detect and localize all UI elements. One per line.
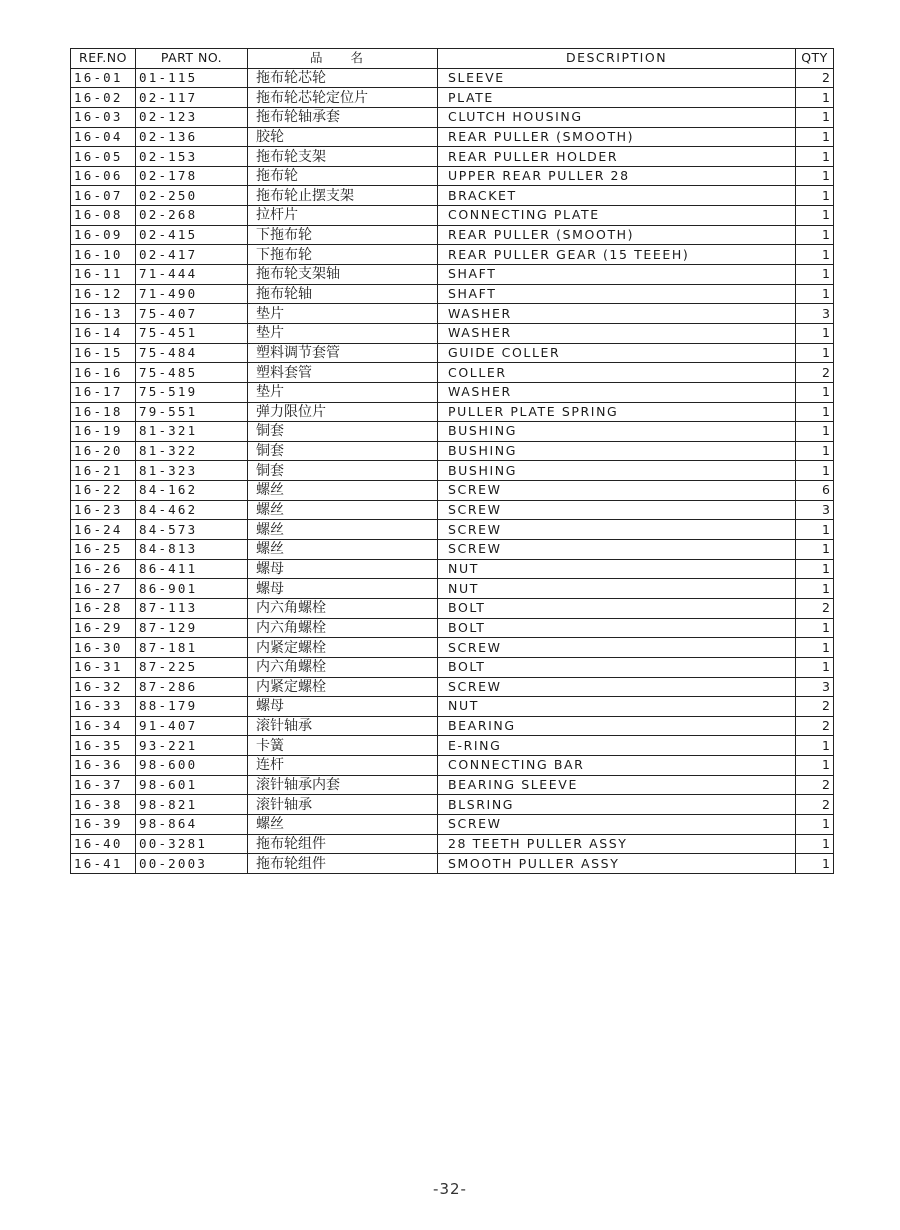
ref-no-cell: 16-19 [71,422,136,442]
ref-no-cell: 16-38 [71,795,136,815]
ref-no-cell: 16-17 [71,382,136,402]
description-cell: 28 TEETH PULLER ASSY [438,834,796,854]
ref-no-cell: 16-40 [71,834,136,854]
table-row [71,382,834,402]
part-no-cell: 86-901 [136,579,248,599]
ref-no-cell: 16-05 [71,147,136,167]
table-row [71,834,834,854]
description-cell: REAR PULLER (SMOOTH) [438,225,796,245]
table-row [71,422,834,442]
table-row [71,441,834,461]
table-row [71,323,834,343]
parts-table-body [71,68,834,873]
ref-no-cell: 16-29 [71,618,136,638]
description-cell: SHAFT [438,284,796,304]
qty-cell: 2 [796,716,834,736]
chinese-name-cell: 塑料套管 [248,363,438,383]
table-row [71,598,834,618]
ref-no-cell: 16-14 [71,323,136,343]
table-row [71,363,834,383]
part-no-cell: 02-123 [136,107,248,127]
description-cell: UPPER REAR PULLER 28 [438,166,796,186]
part-no-cell: 87-286 [136,677,248,697]
part-no-cell: 91-407 [136,716,248,736]
qty-cell: 1 [796,461,834,481]
part-no-cell: 81-322 [136,441,248,461]
ref-no-cell: 16-31 [71,657,136,677]
part-no-cell: 79-551 [136,402,248,422]
chinese-name-cell: 铜套 [248,441,438,461]
part-no-cell: 01-115 [136,68,248,88]
ref-no-cell: 16-26 [71,559,136,579]
chinese-name-cell: 拖布轮轴 [248,284,438,304]
ref-no-cell: 16-20 [71,441,136,461]
chinese-name-cell: 拖布轮支架轴 [248,265,438,285]
table-row [71,68,834,88]
part-no-cell: 93-221 [136,736,248,756]
description-cell: SCREW [438,481,796,501]
ref-no-cell: 16-11 [71,265,136,285]
qty-cell: 1 [796,441,834,461]
qty-cell: 1 [796,402,834,422]
description-cell: BEARING [438,716,796,736]
description-cell: BOLT [438,618,796,638]
table-row [71,756,834,776]
part-no-cell: 84-162 [136,481,248,501]
table-row [71,736,834,756]
description-cell: BOLT [438,598,796,618]
part-no-cell: 75-484 [136,343,248,363]
table-row [71,618,834,638]
description-cell: WASHER [438,323,796,343]
chinese-name-cell: 连杆 [248,756,438,776]
part-no-cell: 71-444 [136,265,248,285]
ref-no-cell: 16-08 [71,206,136,226]
chinese-name-cell: 螺母 [248,559,438,579]
table-row [71,166,834,186]
qty-cell: 1 [796,422,834,442]
description-cell: REAR PULLER HOLDER [438,147,796,167]
ref-no-cell: 16-01 [71,68,136,88]
table-row [71,284,834,304]
qty-cell: 1 [796,225,834,245]
qty-cell: 1 [796,854,834,874]
chinese-name-cell: 内六角螺栓 [248,657,438,677]
header-qty: QTY [796,49,834,69]
part-no-cell: 81-321 [136,422,248,442]
table-row [71,225,834,245]
chinese-name-cell: 拖布轮组件 [248,854,438,874]
qty-cell: 1 [796,265,834,285]
chinese-name-cell: 滚针轴承内套 [248,775,438,795]
qty-cell: 6 [796,481,834,501]
description-cell: BUSHING [438,461,796,481]
table-row [71,697,834,717]
table-row [71,304,834,324]
qty-cell: 1 [796,245,834,265]
description-cell: NUT [438,579,796,599]
part-no-cell: 02-415 [136,225,248,245]
qty-cell: 1 [796,284,834,304]
description-cell: BRACKET [438,186,796,206]
header-part-no: PART NO. [136,49,248,69]
table-row [71,265,834,285]
chinese-name-cell: 螺丝 [248,500,438,520]
chinese-name-cell: 拖布轮轴承套 [248,107,438,127]
ref-no-cell: 16-41 [71,854,136,874]
ref-no-cell: 16-15 [71,343,136,363]
description-cell: BUSHING [438,422,796,442]
ref-no-cell: 16-24 [71,520,136,540]
table-row [71,716,834,736]
description-cell: PULLER PLATE SPRING [438,402,796,422]
qty-cell: 1 [796,127,834,147]
ref-no-cell: 16-28 [71,598,136,618]
description-cell: GUIDE COLLER [438,343,796,363]
part-no-cell: 98-821 [136,795,248,815]
ref-no-cell: 16-25 [71,540,136,560]
part-no-cell: 02-178 [136,166,248,186]
qty-cell: 1 [796,834,834,854]
chinese-name-cell: 螺母 [248,579,438,599]
table-row [71,854,834,874]
description-cell: WASHER [438,382,796,402]
header-chinese-name: 品 名 [248,49,438,69]
table-row [71,540,834,560]
part-no-cell: 75-407 [136,304,248,324]
table-row [71,481,834,501]
qty-cell: 1 [796,107,834,127]
part-no-cell: 02-417 [136,245,248,265]
part-no-cell: 75-519 [136,382,248,402]
chinese-name-cell: 胶轮 [248,127,438,147]
description-cell: NUT [438,697,796,717]
ref-no-cell: 16-06 [71,166,136,186]
chinese-name-cell: 螺丝 [248,481,438,501]
part-no-cell: 87-129 [136,618,248,638]
description-cell: CONNECTING PLATE [438,206,796,226]
table-row [71,638,834,658]
description-cell: SCREW [438,500,796,520]
chinese-name-cell: 螺丝 [248,540,438,560]
chinese-name-cell: 内六角螺栓 [248,618,438,638]
table-row [71,500,834,520]
description-cell: SCREW [438,540,796,560]
ref-no-cell: 16-27 [71,579,136,599]
description-cell: BOLT [438,657,796,677]
chinese-name-cell: 螺丝 [248,814,438,834]
part-no-cell: 00-2003 [136,854,248,874]
description-cell: SCREW [438,520,796,540]
chinese-name-cell: 拖布轮 [248,166,438,186]
part-no-cell: 84-462 [136,500,248,520]
part-no-cell: 86-411 [136,559,248,579]
qty-cell: 1 [796,186,834,206]
chinese-name-cell: 铜套 [248,461,438,481]
chinese-name-cell: 垫片 [248,382,438,402]
chinese-name-cell: 铜套 [248,422,438,442]
part-no-cell: 87-181 [136,638,248,658]
qty-cell: 2 [796,795,834,815]
qty-cell: 1 [796,814,834,834]
chinese-name-cell: 卡簧 [248,736,438,756]
parts-table [70,48,834,874]
part-no-cell: 71-490 [136,284,248,304]
qty-cell: 1 [796,657,834,677]
qty-cell: 1 [796,88,834,108]
part-no-cell: 98-864 [136,814,248,834]
description-cell: CONNECTING BAR [438,756,796,776]
part-no-cell: 02-153 [136,147,248,167]
table-row [71,579,834,599]
part-no-cell: 02-250 [136,186,248,206]
qty-cell: 1 [796,638,834,658]
chinese-name-cell: 拖布轮组件 [248,834,438,854]
qty-cell: 1 [796,520,834,540]
ref-no-cell: 16-16 [71,363,136,383]
ref-no-cell: 16-03 [71,107,136,127]
description-cell: E-RING [438,736,796,756]
qty-cell: 1 [796,206,834,226]
ref-no-cell: 16-39 [71,814,136,834]
part-no-cell: 88-179 [136,697,248,717]
ref-no-cell: 16-33 [71,697,136,717]
chinese-name-cell: 拖布轮芯轮定位片 [248,88,438,108]
qty-cell: 2 [796,775,834,795]
chinese-name-cell: 下拖布轮 [248,225,438,245]
description-cell: SCREW [438,814,796,834]
chinese-name-cell: 拖布轮支架 [248,147,438,167]
ref-no-cell: 16-18 [71,402,136,422]
chinese-name-cell: 拖布轮止摆支架 [248,186,438,206]
description-cell: PLATE [438,88,796,108]
qty-cell: 3 [796,500,834,520]
part-no-cell: 87-225 [136,657,248,677]
part-no-cell: 75-451 [136,323,248,343]
description-cell: SLEEVE [438,68,796,88]
chinese-name-cell: 滚针轴承 [248,795,438,815]
ref-no-cell: 16-30 [71,638,136,658]
chinese-name-cell: 下拖布轮 [248,245,438,265]
description-cell: CLUTCH HOUSING [438,107,796,127]
qty-cell: 1 [796,323,834,343]
qty-cell: 1 [796,166,834,186]
qty-cell: 2 [796,697,834,717]
part-no-cell: 87-113 [136,598,248,618]
chinese-name-cell: 拖布轮芯轮 [248,68,438,88]
table-row [71,147,834,167]
ref-no-cell: 16-32 [71,677,136,697]
table-row [71,814,834,834]
description-cell: REAR PULLER GEAR (15 TEEEH) [438,245,796,265]
table-row [71,677,834,697]
table-row [71,795,834,815]
page-number: -32- [433,1180,467,1198]
ref-no-cell: 16-09 [71,225,136,245]
qty-cell: 1 [796,343,834,363]
qty-cell: 3 [796,677,834,697]
qty-cell: 1 [796,756,834,776]
qty-cell: 2 [796,68,834,88]
qty-cell: 1 [796,579,834,599]
header-ref-no: REF.NO [71,49,136,69]
table-row [71,186,834,206]
table-row [71,107,834,127]
ref-no-cell: 16-36 [71,756,136,776]
table-row [71,343,834,363]
header-description: DESCRIPTION [438,49,796,69]
table-row [71,206,834,226]
ref-no-cell: 16-10 [71,245,136,265]
qty-cell: 1 [796,382,834,402]
ref-no-cell: 16-12 [71,284,136,304]
chinese-name-cell: 垫片 [248,323,438,343]
qty-cell: 1 [796,540,834,560]
table-header-row [71,49,834,69]
part-no-cell: 02-136 [136,127,248,147]
ref-no-cell: 16-13 [71,304,136,324]
qty-cell: 1 [796,618,834,638]
part-no-cell: 84-813 [136,540,248,560]
description-cell: WASHER [438,304,796,324]
table-row [71,402,834,422]
table-row [71,461,834,481]
description-cell: BUSHING [438,441,796,461]
ref-no-cell: 16-22 [71,481,136,501]
ref-no-cell: 16-34 [71,716,136,736]
part-no-cell: 98-600 [136,756,248,776]
chinese-name-cell: 垫片 [248,304,438,324]
part-no-cell: 02-268 [136,206,248,226]
chinese-name-cell: 内紧定螺栓 [248,638,438,658]
table-row [71,657,834,677]
qty-cell: 1 [796,736,834,756]
description-cell: BLSRING [438,795,796,815]
ref-no-cell: 16-37 [71,775,136,795]
part-no-cell: 84-573 [136,520,248,540]
description-cell: SMOOTH PULLER ASSY [438,854,796,874]
ref-no-cell: 16-35 [71,736,136,756]
table-row [71,775,834,795]
table-row [71,520,834,540]
description-cell: SCREW [438,638,796,658]
part-no-cell: 02-117 [136,88,248,108]
ref-no-cell: 16-04 [71,127,136,147]
qty-cell: 2 [796,363,834,383]
qty-cell: 1 [796,147,834,167]
chinese-name-cell: 螺丝 [248,520,438,540]
chinese-name-cell: 拉杆片 [248,206,438,226]
part-no-cell: 98-601 [136,775,248,795]
table-row [71,88,834,108]
part-no-cell: 75-485 [136,363,248,383]
table-row [71,245,834,265]
ref-no-cell: 16-21 [71,461,136,481]
description-cell: NUT [438,559,796,579]
chinese-name-cell: 滚针轴承 [248,716,438,736]
description-cell: COLLER [438,363,796,383]
ref-no-cell: 16-02 [71,88,136,108]
description-cell: REAR PULLER (SMOOTH) [438,127,796,147]
chinese-name-cell: 螺母 [248,697,438,717]
chinese-name-cell: 内六角螺栓 [248,598,438,618]
qty-cell: 3 [796,304,834,324]
description-cell: SHAFT [438,265,796,285]
part-no-cell: 00-3281 [136,834,248,854]
ref-no-cell: 16-23 [71,500,136,520]
qty-cell: 2 [796,598,834,618]
qty-cell: 1 [796,559,834,579]
chinese-name-cell: 内紧定螺栓 [248,677,438,697]
table-row [71,127,834,147]
part-no-cell: 81-323 [136,461,248,481]
description-cell: SCREW [438,677,796,697]
table-row [71,559,834,579]
chinese-name-cell: 塑料调节套管 [248,343,438,363]
description-cell: BEARING SLEEVE [438,775,796,795]
ref-no-cell: 16-07 [71,186,136,206]
chinese-name-cell: 弹力限位片 [248,402,438,422]
